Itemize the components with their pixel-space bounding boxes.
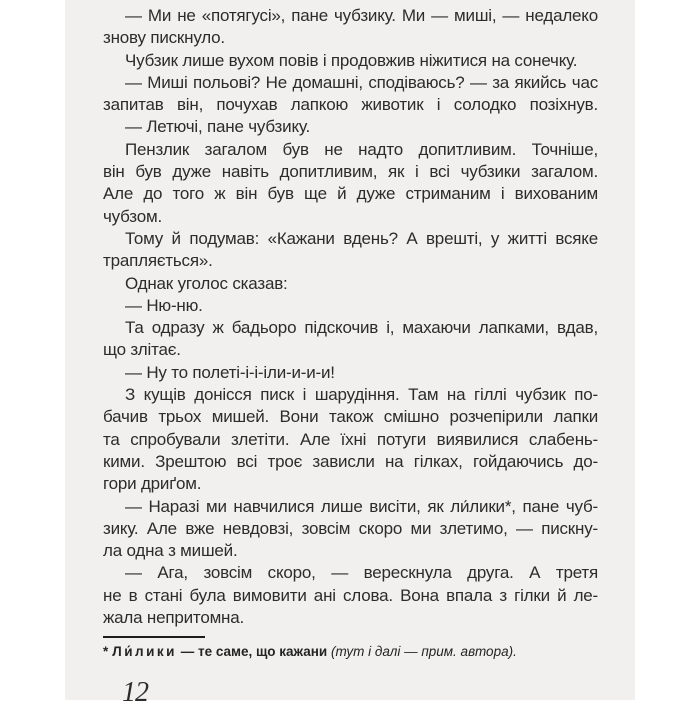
paragraph: [103, 362, 598, 384]
text-line: Але до того ж він був ще й дуже стриманим і вихованим: [103, 184, 598, 204]
text-line: бачив трьох мишей. Вони також смішно розчепірили лапки: [103, 407, 598, 427]
paragraph: [103, 562, 598, 629]
text-line: — Ага, зовсім скоро, — верескнула друга. А третя: [125, 563, 598, 583]
paragraph: [103, 317, 598, 362]
text-line: жала непритомна.: [103, 608, 245, 628]
paragraph: [103, 116, 598, 138]
text-line: та спробували злетіти. Але їхні потуги виявилися слабень-: [103, 429, 598, 449]
text-line: З кущів донісся писк і шарудіння. Там на гіллі чубзик по-: [125, 385, 598, 405]
page-number: 12: [122, 677, 148, 709]
text-line: що злітає.: [103, 340, 181, 360]
paragraph: [103, 72, 598, 117]
text-line: він був дуже навіть допитливим, як і всі чубзики загалом.: [103, 162, 598, 182]
text-line: кими. Зрештою всі троє зависли на гілках, гойдаючись до-: [103, 451, 598, 471]
footnote-definition: — те саме, що кажани: [180, 644, 328, 660]
text-line: знову пискнуло.: [103, 28, 225, 48]
paragraph: [103, 273, 598, 295]
text-line: запитав він, почухав лапкою животик і солодко позіхнув.: [103, 95, 598, 115]
text-line: — Ми не «потягусі», пане чубзику. Ми — миші, — недалеко: [125, 6, 598, 25]
text-line: трапляється».: [103, 251, 213, 271]
text-line: гори дриґом.: [103, 474, 202, 494]
text-line: не в стані була вимовити ані слова. Вона впала з гілки й ле-: [103, 585, 598, 605]
text-line: — Ну то полеті-і-і-іли-и-и-и!: [125, 362, 335, 382]
footnote-marker: *: [103, 644, 109, 660]
text-line: Пензлик загалом був не надто допитливим. Точніше,: [125, 139, 598, 159]
text-line: — Ню-ню.: [125, 295, 203, 315]
paragraph: [103, 384, 598, 495]
text-line: — Наразі ми навчилися лише висіти, як ли́лики*, пане чуб-: [125, 496, 598, 516]
text-line: чубзом.: [103, 206, 162, 226]
paragraph: [103, 5, 598, 50]
book-page: [65, 0, 635, 709]
page-text-block: [65, 0, 635, 709]
text-line: ла одна з мишей.: [103, 541, 238, 561]
text-line: зику. Але вже невдовзі, зовсім скоро ми злетимо, — пискну-: [103, 518, 598, 538]
footnote-term: Ли́лики: [112, 644, 177, 660]
text-line: Та одразу ж бадьоро підскочив і, махаючи лапками, вдав,: [125, 318, 598, 338]
paragraph: [103, 295, 598, 317]
text-line: Тому й подумав: «Кажани вдень? А врешті, у житті всяке: [125, 228, 598, 248]
footnote: [103, 643, 598, 660]
text-line: — Миші польові? Не домашні, сподіваюсь? — за якийсь час: [125, 72, 598, 92]
text-line: Чубзик лише вухом повів і продовжив ніжитися на сонечку.: [125, 50, 578, 70]
text-line: — Летючі, пане чубзику.: [125, 117, 310, 137]
paragraph: [103, 139, 598, 228]
paragraph: [103, 496, 598, 563]
paragraph: [103, 228, 598, 273]
footnote-separator-rule: [103, 636, 205, 638]
paragraph: [103, 50, 598, 72]
text-line: Однак уголос сказав:: [125, 273, 288, 293]
footnote-author-note: (тут і далі — прим. автора).: [330, 644, 517, 660]
